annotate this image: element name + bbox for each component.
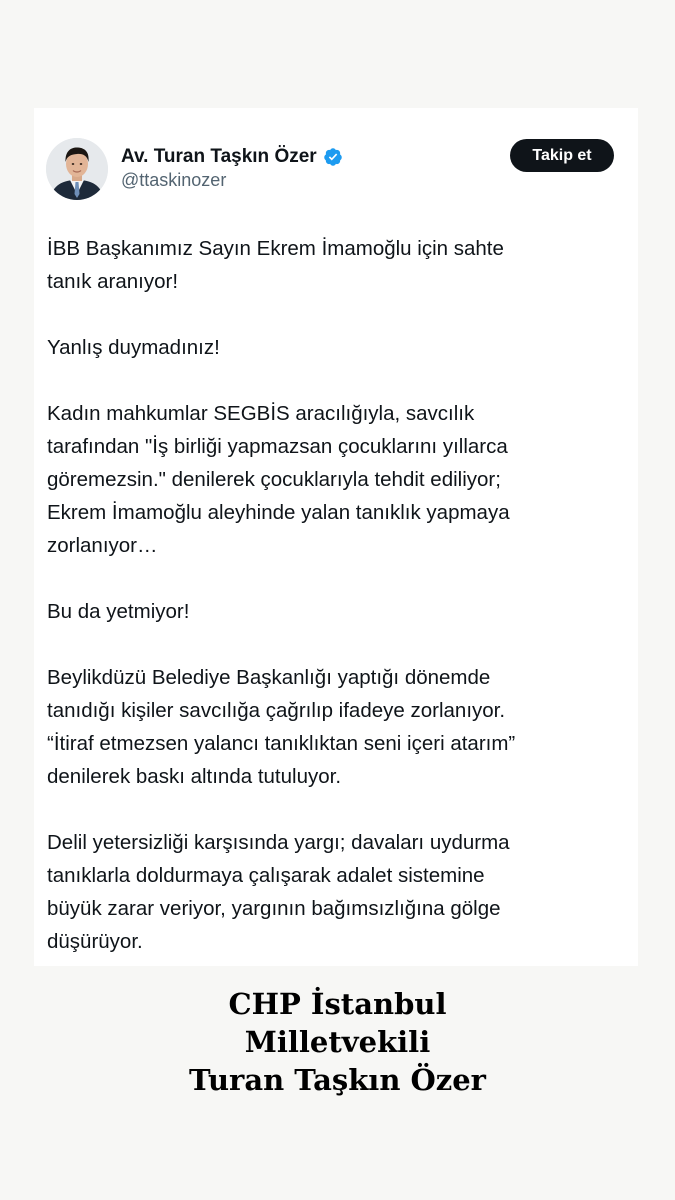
tweet-card bbox=[34, 108, 638, 966]
tweet-line: Beylikdüzü Belediye Başkanlığı yaptığı dönemde bbox=[47, 666, 491, 689]
avatar[interactable] bbox=[46, 138, 108, 200]
tweet-paragraph bbox=[47, 331, 617, 364]
tweet-line: Delil yetersizliği karşısında yargı; davaları uydurma bbox=[47, 831, 510, 854]
tweet-paragraph bbox=[47, 232, 617, 298]
tweet-line: büyük zarar veriyor, yargının bağımsızlığına gölge bbox=[47, 897, 501, 920]
tweet-line: tanıklarla doldurmaya çalışarak adalet sistemine bbox=[47, 864, 485, 887]
tweet-text bbox=[47, 232, 617, 991]
tweet-paragraph bbox=[47, 661, 617, 793]
caption-line: Milletvekili bbox=[244, 1025, 431, 1059]
tweet-line: İBB Başkanımız Sayın Ekrem İmamoğlu için sahte bbox=[47, 237, 504, 260]
tweet-line: Yanlış duymadınız! bbox=[47, 336, 220, 359]
tweet-line: düşürüyor. bbox=[47, 930, 143, 953]
verified-badge-icon bbox=[323, 147, 343, 167]
caption-title bbox=[0, 985, 675, 1099]
tweet-line: göremezsin." denilerek çocuklarıyla tehdit ediliyor; bbox=[47, 468, 501, 491]
user-handle[interactable]: @ttaskinozer bbox=[121, 170, 227, 190]
tweet-header bbox=[34, 108, 638, 208]
tweet-line: Kadın mahkumlar SEGBİS aracılığıyla, savcılık bbox=[47, 402, 475, 425]
caption-line: Turan Taşkın Özer bbox=[189, 1063, 486, 1097]
tweet-paragraph bbox=[47, 826, 617, 958]
tweet-line: “İtiraf etmezsen yalancı tanıklıktan seni içeri atarım” bbox=[47, 732, 516, 755]
tweet-paragraph bbox=[47, 595, 617, 628]
tweet-line: tarafından "İş birliği yapmazsan çocuklarını yıllarca bbox=[47, 435, 508, 458]
tweet-line: zorlanıyor… bbox=[47, 534, 158, 557]
caption-line: CHP İstanbul bbox=[228, 987, 447, 1021]
profile-photo-icon bbox=[46, 138, 108, 200]
tweet-line: denilerek baskı altında tutuluyor. bbox=[47, 765, 342, 788]
display-name[interactable]: Av. Turan Taşkın Özer bbox=[121, 146, 317, 167]
tweet-line: tanık aranıyor! bbox=[47, 270, 179, 293]
tweet-line: Bu da yetmiyor! bbox=[47, 600, 190, 623]
follow-button[interactable]: Takip et bbox=[510, 139, 614, 172]
name-row bbox=[121, 144, 343, 170]
tweet-line: Ekrem İmamoğlu aleyhinde yalan tanıklık yapmaya bbox=[47, 501, 510, 524]
tweet-paragraph bbox=[47, 397, 617, 562]
tweet-line: tanıdığı kişiler savcılığa çağrılıp ifadeye zorlanıyor. bbox=[47, 699, 506, 722]
